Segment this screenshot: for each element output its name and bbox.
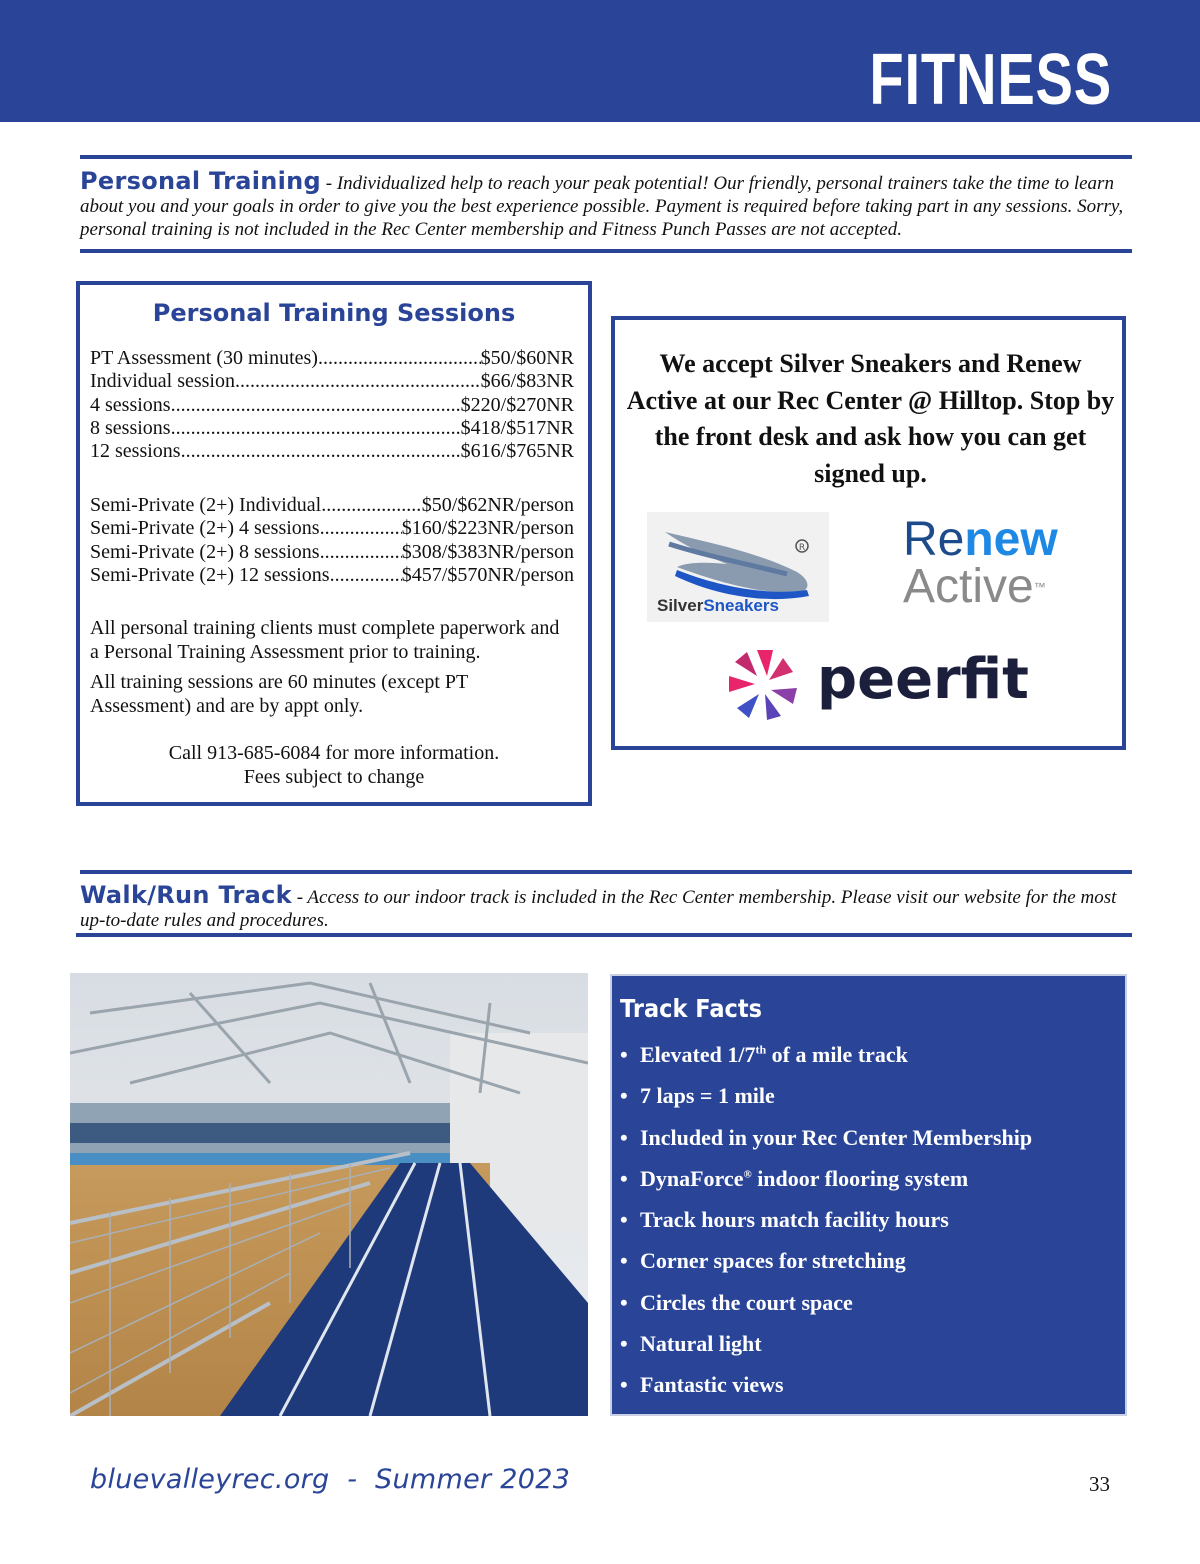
price-label: 12 sessions [90,440,181,463]
renew-active-logo: Renew Active™ [903,513,1058,613]
price-value: $616/$765NR [460,440,574,463]
sessions-box [76,281,592,806]
page-number: 33 [1089,1472,1110,1496]
personal-training-description: - Individualized help to reach your peak potential! Our friendly, personal trainers take the time to learn about you and your goals in order to give you the best experience possible. Payment is required before taking part in any sessions. Sorry, personal training is not included in the Rec Center membership and Fitness Punch Passes are not accepted. [80,173,1124,240]
divider [76,933,1132,937]
duration-note: All training sessions are 60 minutes (except PT Assessment) and are by appt only. [90,671,468,717]
price-value: $457/$570NR/person [401,563,574,586]
price-label: Semi-Private (2+) 8 sessions [90,540,320,563]
price-label: Semi-Private (2+) 12 sessions [90,563,330,586]
partner-box [611,316,1126,750]
peerfit-star-icon [725,646,801,722]
track-description: - Access to our indoor track is included in the Rec Center membership. Please visit our website for the most up-to-date rules and procedures. [80,887,1117,931]
divider [80,870,1132,874]
list-item: • Corner spaces for stretching [612,1244,1032,1285]
price-label: Individual session [90,370,235,393]
footer-site: bluevalleyrec.org - Summer 2023 [90,1464,571,1495]
price-row [90,394,574,417]
svg-text:R: R [798,543,806,553]
list-item: • Natural light [612,1327,1032,1368]
list-item: • Circles the court space [612,1286,1032,1327]
price-row [90,370,574,393]
divider [80,155,1132,159]
price-value: $418/$517NR [460,416,574,439]
track-intro [80,881,1132,932]
list-item: • Included in your Rec Center Membership [612,1121,1032,1162]
price-label: 8 sessions [90,416,171,439]
track-heading: Walk/Run Track [80,881,292,909]
personal-training-heading: Personal Training [80,167,322,195]
price-row [90,417,574,440]
price-value: $220/$270NR [460,393,574,416]
price-list-individual [90,347,574,463]
list-item: • 7 laps = 1 mile [612,1079,1032,1120]
price-label: Semi-Private (2+) Individual [90,494,322,516]
sessions-title: Personal Training Sessions [152,299,516,327]
track-facts-title: Track Facts [620,994,763,1023]
price-value: $308/$383NR/person [401,540,574,563]
call-info: Call 913-685-6084 for more information. [168,742,500,764]
price-value: $160/$223NR/person [401,517,574,540]
silver-sneakers-wordmark: SilverSneakers [657,596,779,615]
fees-note: Fees subject to change [243,766,425,788]
price-label: Semi-Private (2+) 4 sessions [90,517,320,540]
paperwork-note: All personal training clients must complete paperwork and a Personal Training Assessment prior to training. [90,617,560,663]
indoor-track-photo [70,973,588,1416]
price-row [90,517,574,540]
list-item: • Fantastic views [612,1368,1032,1409]
peerfit-wordmark: peerfit [817,647,1029,712]
list-item: • Track hours match facility hours [612,1203,1032,1244]
price-label: PT Assessment (30 minutes) [90,347,318,369]
price-value: $50/$62NR/person [421,494,574,516]
list-item: • DynaForce® indoor flooring system [612,1162,1032,1203]
accept-text: We accept Silver Sneakers and Renew Active at our Rec Center @ Hilltop. Stop by the front desk and ask how you can get signed up. [626,349,1115,488]
track-facts-box [610,974,1127,1416]
header-banner [0,0,1200,122]
price-row [90,564,574,587]
price-label: 4 sessions [90,393,171,416]
price-list-semi-private [90,494,574,587]
peerfit-logo [725,644,1029,724]
track-facts-list [612,1038,1032,1410]
price-value: $66/$83NR [480,370,574,393]
personal-training-intro [80,167,1132,241]
price-value: $50/$60NR [480,347,574,369]
track-illustration [70,973,588,1416]
silver-sneakers-logo [647,512,829,622]
price-row [90,541,574,564]
price-row [90,494,574,517]
divider [80,249,1132,253]
section-title: FITNESS [869,40,1112,120]
list-item: • Elevated 1/7th of a mile track [612,1038,1032,1079]
price-row [90,440,574,463]
price-row [90,347,574,370]
